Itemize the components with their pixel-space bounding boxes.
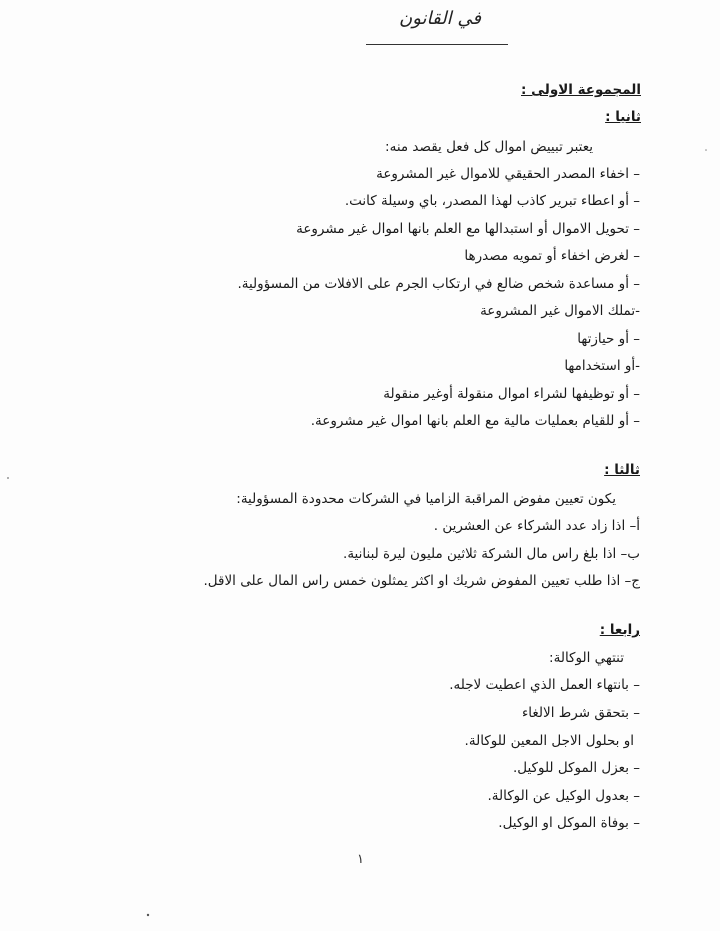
list-item: -تملك الاموال غير المشروعة [480,303,640,319]
group-title: المجموعة الاولى : [521,82,641,98]
list-item: – بوفاة الموكل او الوكيل. [498,815,640,831]
list-item: – أو حيازتها [577,331,640,347]
list-item: – أو للقيام بعمليات مالية مع العلم بانها اموال غير مشروعة. [310,413,640,429]
list-item: ج– اذا طلب تعيين المفوض شريك او اكثر يمثلون خمس راس المال على الاقل. [203,573,640,589]
list-item: او بحلول الاجل المعين للوكالة. [464,733,634,749]
list-item: – بانتهاء العمل الذي اعطيت لاجله. [449,677,640,693]
list-item: -أو استخدامها [564,358,640,374]
list-item: – أو اعطاء تبرير كاذب لهذا المصدر، باي وسيلة كانت. [344,193,640,209]
page-number: ١ [357,852,364,867]
list-item: – أو توظيفها لشراء اموال منقولة أوغير منقولة [383,386,640,402]
list-item: ب– اذا بلغ راس مال الشركة ثلاثين مليون ليرة لبنانية. [343,546,640,562]
handwritten-title: في القانون [399,8,481,29]
list-item: – اخفاء المصدر الحقيقي للاموال غير المشروعة [376,166,640,182]
section-intro: يعتبر تبييض اموال كل فعل يقصد منه: [385,139,593,155]
list-item: أ– اذا زاد عدد الشركاء عن العشرين . [433,518,640,534]
section-heading-thaniyan: ثانيا : [605,109,641,125]
section-intro: تنتهي الوكالة: [549,650,624,666]
list-item: – أو مساعدة شخص ضالع في ارتكاب الجرم على الافلات من المسؤولية. [237,276,640,292]
list-item: – لغرض اخفاء أو تمويه مصدرها [464,248,640,264]
list-item: – بعدول الوكيل عن الوكالة. [487,788,640,804]
list-item: – بعزل الموكل للوكيل. [512,760,640,776]
section-heading-rabian: رابعا : [599,622,640,638]
section-heading-thalithan: ثالثا : [604,462,640,478]
list-item: – تحويل الاموال أو استبدالها مع العلم بانها اموال غير مشروعة [296,221,640,237]
section-intro: يكون تعيين مفوض المراقبة الزاميا في الشركات محدودة المسؤولية: [236,491,616,507]
list-item: – بتحقق شرط الالغاء [521,705,640,721]
